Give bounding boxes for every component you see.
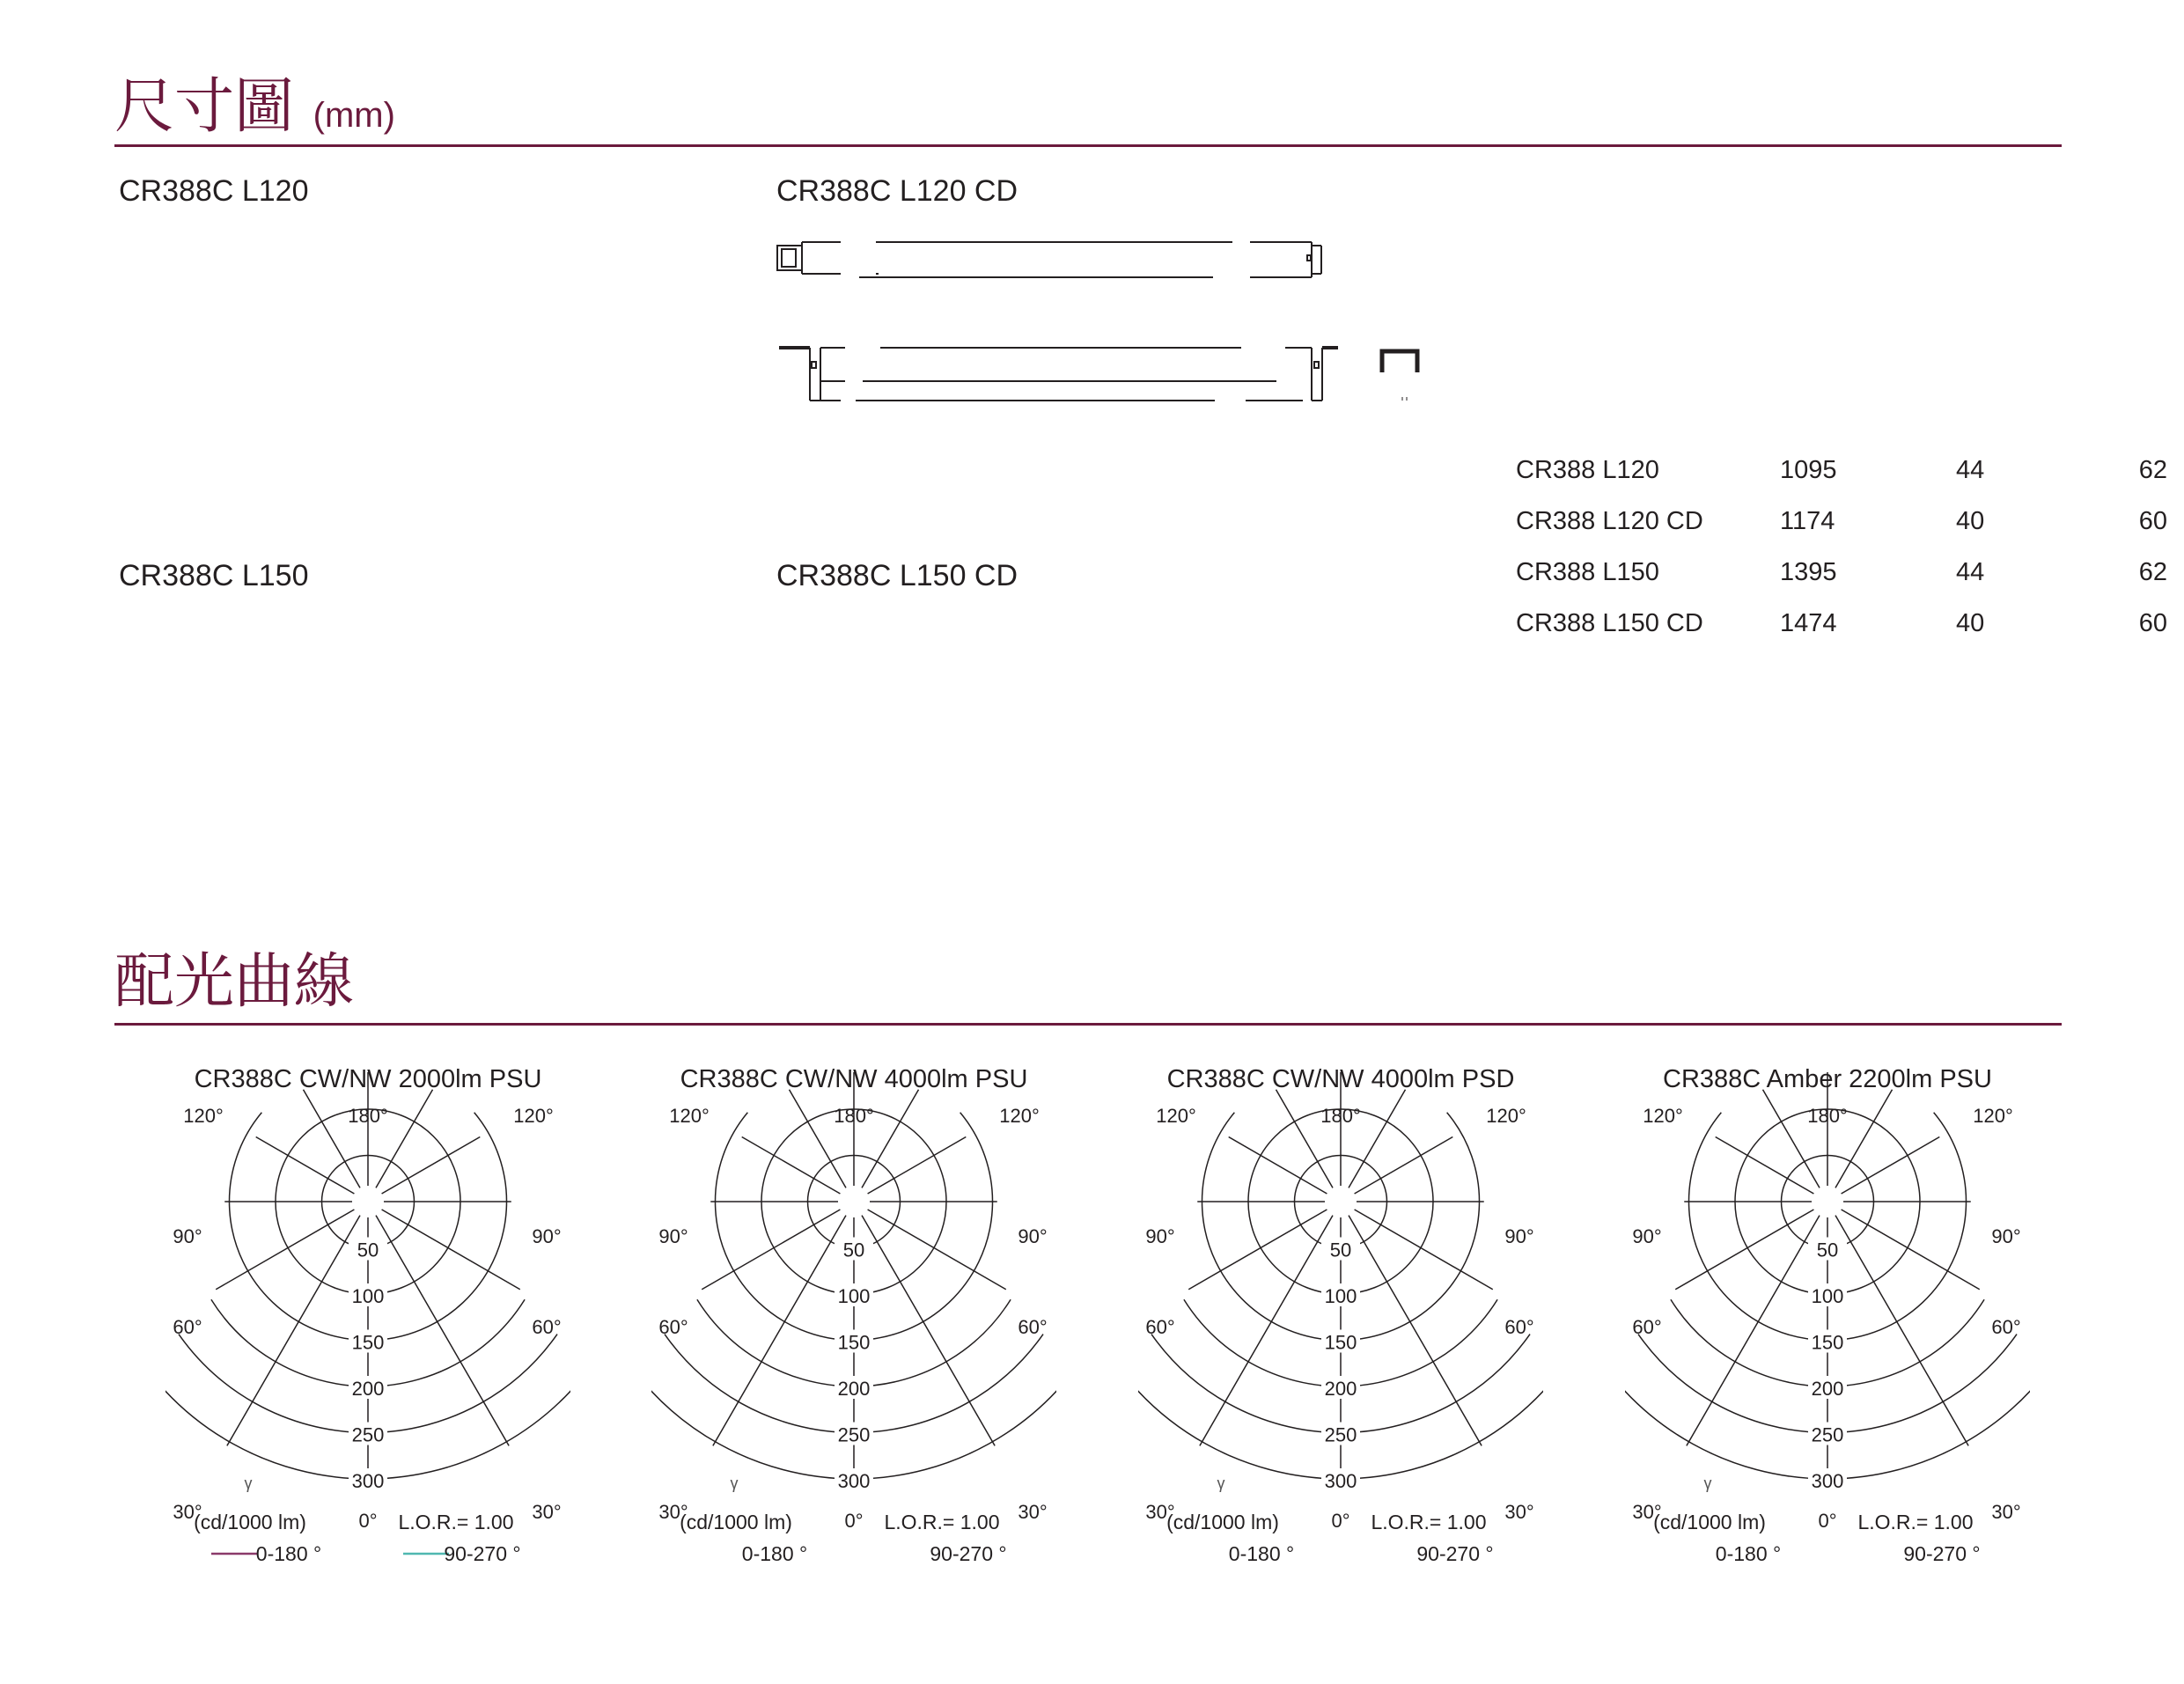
angle-label: 120° <box>1643 1105 1683 1127</box>
lor-label: L.O.R.= 1.00 <box>884 1511 1000 1533</box>
gamma-symbol: γ <box>730 1474 739 1492</box>
legend-label-90-270: 90-270 ° <box>1416 1542 1494 1565</box>
table-cell: 40 <box>1956 506 1985 535</box>
angle-label: 90° <box>658 1225 688 1247</box>
dimension-drawing <box>775 233 1444 409</box>
angle-label: 180° <box>1320 1105 1361 1127</box>
radial-label: 300 <box>837 1470 871 1492</box>
angle-label: 60° <box>1504 1316 1534 1338</box>
angle-label: 120° <box>669 1105 710 1127</box>
radial-label: 50 <box>842 1239 865 1261</box>
angle-label: 180° <box>348 1105 388 1127</box>
model-label-l150: CR388C L150 <box>119 559 309 592</box>
polar-spoke <box>1188 1210 1327 1290</box>
polar-spoke <box>1675 1210 1813 1290</box>
chart-title: CR388C Amber 2200lm PSU <box>1663 1065 1992 1093</box>
unit-label: (cd/1000 lm) <box>194 1511 306 1533</box>
radial-label: 150 <box>1811 1331 1844 1354</box>
polar-spoke <box>382 1210 520 1290</box>
legend-label-0-180: 0-180 ° <box>741 1542 808 1565</box>
polar-spoke <box>1835 1216 1968 1446</box>
angle-label: 90° <box>1991 1225 2021 1247</box>
angle-label: 90° <box>1504 1225 1534 1247</box>
legend-label-90-270: 90-270 ° <box>1903 1542 1981 1565</box>
legend-label-90-270: 90-270 ° <box>930 1542 1007 1565</box>
polar-spoke <box>713 1216 846 1446</box>
angle-label: 30° <box>658 1501 688 1523</box>
gamma-symbol: γ <box>1703 1474 1712 1492</box>
polar-chart-1 <box>165 1061 570 1580</box>
model-label-l150-cd: CR388C L150 CD <box>776 559 1018 592</box>
angle-label: 90° <box>532 1225 562 1247</box>
table-cell: 44 <box>1956 557 1985 586</box>
radial-label: 50 <box>1816 1239 1839 1261</box>
unit-label: (cd/1000 lm) <box>1653 1511 1766 1533</box>
polar-spoke <box>1687 1216 1820 1446</box>
table-row <box>1516 547 2167 598</box>
radial-label: 200 <box>351 1378 385 1400</box>
angle-label: 120° <box>1156 1105 1196 1127</box>
polar-spoke <box>376 1216 509 1446</box>
chart-title: CR388C CW/NW 4000lm PSD <box>1166 1065 1515 1093</box>
polar-chart-3 <box>1138 1061 1543 1580</box>
radial-label: 200 <box>1811 1378 1844 1400</box>
lor-label: L.O.R.= 1.00 <box>1371 1511 1487 1533</box>
angle-label: 30° <box>1991 1501 2021 1523</box>
polar-spoke <box>227 1216 360 1446</box>
unit-label: (cd/1000 lm) <box>1166 1511 1279 1533</box>
table-cell: CR388 L120 <box>1516 455 1659 484</box>
gamma-symbol: γ <box>244 1474 253 1492</box>
angle-label: 0° <box>1331 1510 1350 1532</box>
angle-label: 30° <box>173 1501 202 1523</box>
side-view-drawing <box>779 348 1417 401</box>
polar-spoke <box>868 1210 1006 1290</box>
model-label-l120-cd: CR388C L120 CD <box>776 174 1018 208</box>
dimensions-title <box>114 72 395 142</box>
gamma-symbol: γ <box>1217 1474 1225 1492</box>
polar-spoke <box>216 1210 354 1290</box>
angle-label: 60° <box>658 1316 688 1338</box>
radial-label: 50 <box>357 1239 379 1261</box>
angle-label: 90° <box>1145 1225 1175 1247</box>
angle-label: 60° <box>532 1316 562 1338</box>
angle-label: 30° <box>1018 1501 1048 1523</box>
angle-label: 60° <box>1145 1316 1175 1338</box>
dimensions-rule <box>114 144 2062 147</box>
radial-label: 250 <box>1324 1423 1357 1446</box>
radial-label: 200 <box>837 1378 871 1400</box>
radial-label: 300 <box>351 1470 385 1492</box>
angle-label: 0° <box>844 1510 864 1532</box>
polar-chart-2 <box>651 1061 1056 1580</box>
table-cell: 1095 <box>1780 455 1837 484</box>
table-row <box>1516 445 2167 496</box>
angle-label: 90° <box>1632 1225 1662 1247</box>
angle-label: 60° <box>1991 1316 2021 1338</box>
radial-label: 100 <box>351 1285 385 1307</box>
angle-label: 60° <box>173 1316 202 1338</box>
polar-spoke <box>862 1216 995 1446</box>
photometric-title: 配光曲線 <box>114 947 355 1017</box>
polar-spoke <box>1355 1210 1493 1290</box>
top-view-drawing <box>777 242 1321 277</box>
angle-label: 90° <box>1018 1225 1048 1247</box>
radial-label: 50 <box>1329 1239 1352 1261</box>
radial-label: 300 <box>1324 1470 1357 1492</box>
unit-label: (cd/1000 lm) <box>680 1511 792 1533</box>
angle-label: 60° <box>1632 1316 1662 1338</box>
table-cell: 60 <box>2138 608 2167 637</box>
angle-label: 120° <box>183 1105 224 1127</box>
legend-label-0-180: 0-180 ° <box>1715 1542 1782 1565</box>
radial-label: 100 <box>837 1285 871 1307</box>
angle-label: 30° <box>1632 1501 1662 1523</box>
table-cell: 60 <box>2138 506 2167 535</box>
table-cell: CR388 L150 <box>1516 557 1659 586</box>
legend-label-90-270: 90-270 ° <box>444 1542 521 1565</box>
lor-label: L.O.R.= 1.00 <box>1857 1511 1974 1533</box>
angle-label: 30° <box>1504 1501 1534 1523</box>
polar-spoke <box>702 1210 840 1290</box>
radial-label: 100 <box>1811 1285 1844 1307</box>
radial-label: 150 <box>837 1331 871 1354</box>
table-row <box>1516 598 2167 649</box>
angle-label: 180° <box>834 1105 874 1127</box>
polar-chart-4 <box>1625 1061 2030 1580</box>
angle-label: 30° <box>532 1501 562 1523</box>
angle-label: 120° <box>1486 1105 1526 1127</box>
legend-label-0-180: 0-180 ° <box>1228 1542 1295 1565</box>
angle-label: 120° <box>513 1105 554 1127</box>
polar-spoke <box>1842 1210 1980 1290</box>
radial-label: 150 <box>1324 1331 1357 1354</box>
dimension-table <box>1516 445 2167 649</box>
chart-title: CR388C CW/NW 2000lm PSU <box>194 1065 542 1093</box>
table-cell: 1474 <box>1780 608 1837 637</box>
radial-label: 300 <box>1811 1470 1844 1492</box>
dimensions-unit: (mm) <box>313 96 395 135</box>
angle-label: 30° <box>1145 1501 1175 1523</box>
angle-label: 120° <box>1973 1105 2013 1127</box>
radial-label: 250 <box>1811 1423 1844 1446</box>
model-label-l120: CR388C L120 <box>119 174 309 208</box>
angle-label: 0° <box>1818 1510 1837 1532</box>
photometric-rule <box>114 1023 2062 1026</box>
table-cell: 40 <box>1956 608 1985 637</box>
radial-label: 200 <box>1324 1378 1357 1400</box>
radial-label: 250 <box>837 1423 871 1446</box>
radial-label: 100 <box>1324 1285 1357 1307</box>
table-cell: 62 <box>2138 455 2167 484</box>
angle-label: 0° <box>358 1510 378 1532</box>
radial-label: 150 <box>351 1331 385 1354</box>
legend-label-0-180: 0-180 ° <box>255 1542 322 1565</box>
dimensions-title-text: 尺寸圖 <box>114 72 295 142</box>
radial-label: 250 <box>351 1423 385 1446</box>
angle-label: 120° <box>999 1105 1040 1127</box>
angle-label: 90° <box>173 1225 202 1247</box>
polar-spoke <box>1349 1216 1482 1446</box>
table-cell: 1395 <box>1780 557 1837 586</box>
angle-label: 180° <box>1807 1105 1848 1127</box>
table-cell: CR388 L150 CD <box>1516 608 1703 637</box>
lor-label: L.O.R.= 1.00 <box>398 1511 514 1533</box>
polar-spoke <box>1200 1216 1333 1446</box>
table-cell: 1174 <box>1780 506 1835 535</box>
chart-title: CR388C CW/NW 4000lm PSU <box>680 1065 1028 1093</box>
table-row <box>1516 496 2167 547</box>
table-cell: 44 <box>1956 455 1985 484</box>
table-cell: 62 <box>2138 557 2167 586</box>
angle-label: 60° <box>1018 1316 1048 1338</box>
table-cell: CR388 L120 CD <box>1516 506 1703 535</box>
